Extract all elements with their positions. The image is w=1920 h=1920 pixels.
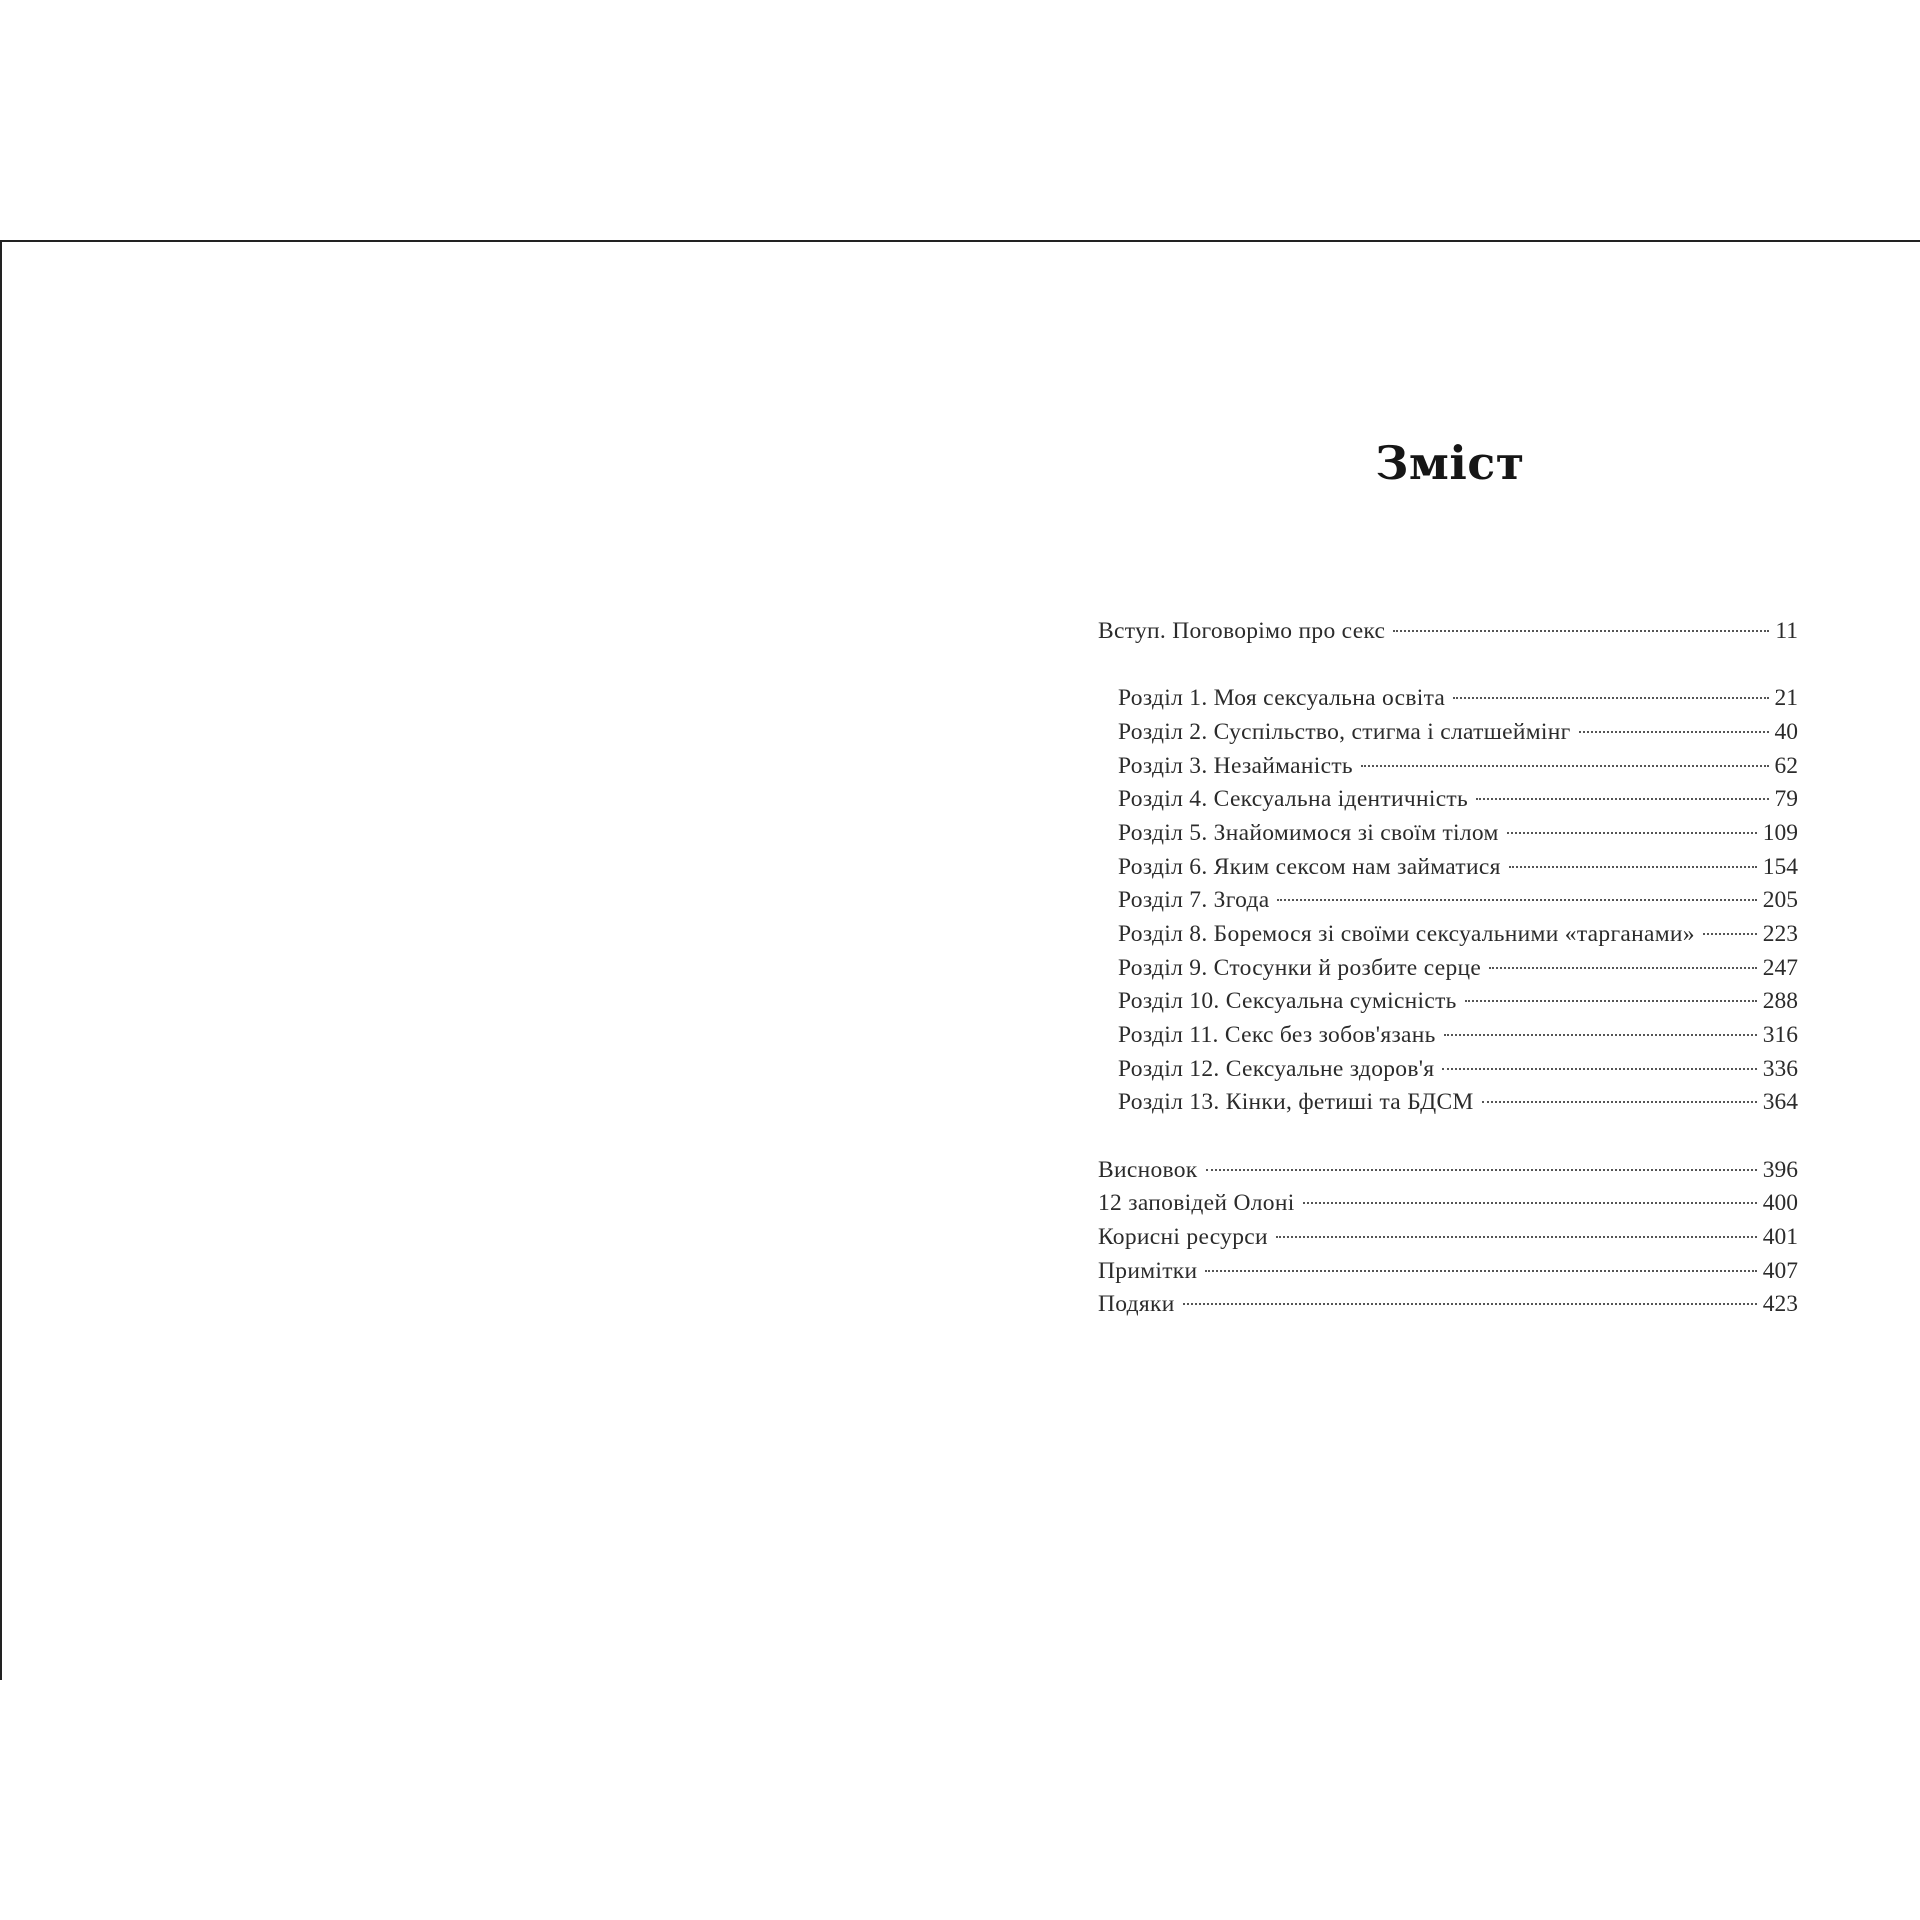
toc-entry-title: Розділ 5. Знайомимося зі своїм тілом [1118,819,1499,846]
toc-entry [1098,1221,1798,1255]
toc-entry-title: Розділ 11. Секс без зобов'язань [1118,1022,1436,1049]
toc-entry [1118,716,1798,750]
toc-entry-title: Розділ 6. Яким сексом нам займатися [1118,853,1501,880]
toc-entry-page-number: 401 [1762,1224,1798,1250]
toc-entry-page-number: 11 [1775,618,1798,644]
toc-entry [1098,615,1798,649]
toc-entry-page-number: 364 [1762,1089,1798,1116]
toc-title: Зміст [1375,436,1525,490]
toc-entry-title: Подяки [1098,1291,1175,1318]
toc-entry-page-number: 40 [1774,718,1798,745]
toc-entry-title: 12 заповідей Олоні [1098,1190,1295,1217]
toc-entry [1118,851,1798,885]
toc-entry-title: Висновок [1098,1156,1198,1183]
toc-chapters-group [1098,682,1798,1120]
toc-entry-page-number: 21 [1774,685,1798,712]
dot-leader [1206,1169,1757,1171]
toc-entry-title: Розділ 2. Суспільство, стигма і слатшеймінг [1118,718,1571,745]
dot-leader [1482,1101,1757,1103]
toc-entry [1118,1086,1798,1120]
toc-entry [1118,884,1798,918]
toc-entry-page-number: 109 [1762,819,1798,846]
dot-leader [1393,630,1769,632]
toc-entry-page-number: 79 [1774,786,1798,813]
dot-leader [1442,1068,1756,1070]
toc-entry-page-number: 62 [1774,752,1798,779]
toc-entry-title: Розділ 9. Стосунки й розбите серце [1118,954,1482,981]
dot-leader [1465,1000,1757,1002]
toc-entry-page-number: 396 [1762,1156,1798,1183]
toc-entry-title: Розділ 13. Кінки, фетиші та БДСМ [1118,1089,1474,1116]
toc-entry [1118,985,1798,1019]
toc-back-matter-group [1098,1154,1798,1322]
dot-leader [1361,765,1769,767]
dot-leader [1276,1236,1757,1238]
toc-entry-page-number: 336 [1762,1055,1798,1082]
dot-leader [1205,1270,1756,1272]
toc-entry-title: Розділ 12. Сексуальне здоров'я [1118,1055,1435,1082]
dot-leader [1303,1202,1757,1204]
dot-leader [1489,967,1757,969]
toc-entry [1118,817,1798,851]
toc-entry-title: Примітки [1098,1257,1198,1284]
toc-entry-page-number: 407 [1762,1257,1798,1284]
toc-entry [1118,918,1798,952]
toc-entry [1118,682,1798,716]
toc-entry [1098,1288,1798,1322]
toc-entry-page-number: 205 [1762,887,1798,914]
toc-entry [1118,750,1798,784]
toc-intro-group [1098,615,1798,649]
toc-entry [1118,1019,1798,1053]
toc-entry-title: Корисні ресурси [1098,1224,1268,1250]
dot-leader [1453,697,1768,699]
toc-entry-page-number: 154 [1762,853,1798,880]
dot-leader [1183,1303,1757,1305]
toc-entry-title: Розділ 8. Боремося зі своїми сексуальними «тарганами» [1118,921,1695,947]
toc-entry [1118,783,1798,817]
toc-entry [1098,1187,1798,1221]
toc-entry-title: Розділ 10. Сексуальна сумісність [1118,988,1457,1015]
toc-entry-title: Розділ 7. Згода [1118,887,1270,914]
dot-leader [1509,866,1757,868]
dot-leader [1507,832,1757,834]
toc-entry-page-number: 423 [1762,1291,1798,1318]
dot-leader [1476,798,1768,800]
toc-entry [1118,952,1798,986]
toc-entry-title: Розділ 1. Моя сексуальна освіта [1118,685,1446,712]
dot-leader [1277,899,1756,901]
toc-entry-page-number: 223 [1762,921,1798,947]
toc-entry [1098,1255,1798,1289]
dot-leader [1579,731,1769,733]
toc-entry-title: Розділ 4. Сексуальна ідентичність [1118,786,1469,813]
dot-leader [1703,933,1757,935]
table-of-contents [1098,615,1798,1322]
toc-entry [1118,1053,1798,1087]
dot-leader [1444,1034,1757,1036]
toc-entry [1098,1154,1798,1188]
toc-entry-page-number: 247 [1762,954,1798,981]
toc-entry-page-number: 288 [1762,988,1798,1015]
toc-entry-title: Розділ 3. Незайманість [1118,752,1353,779]
toc-entry-page-number: 316 [1762,1022,1798,1049]
toc-entry-page-number: 400 [1762,1190,1798,1217]
toc-entry-title: Вступ. Поговорімо про секс [1098,618,1386,644]
